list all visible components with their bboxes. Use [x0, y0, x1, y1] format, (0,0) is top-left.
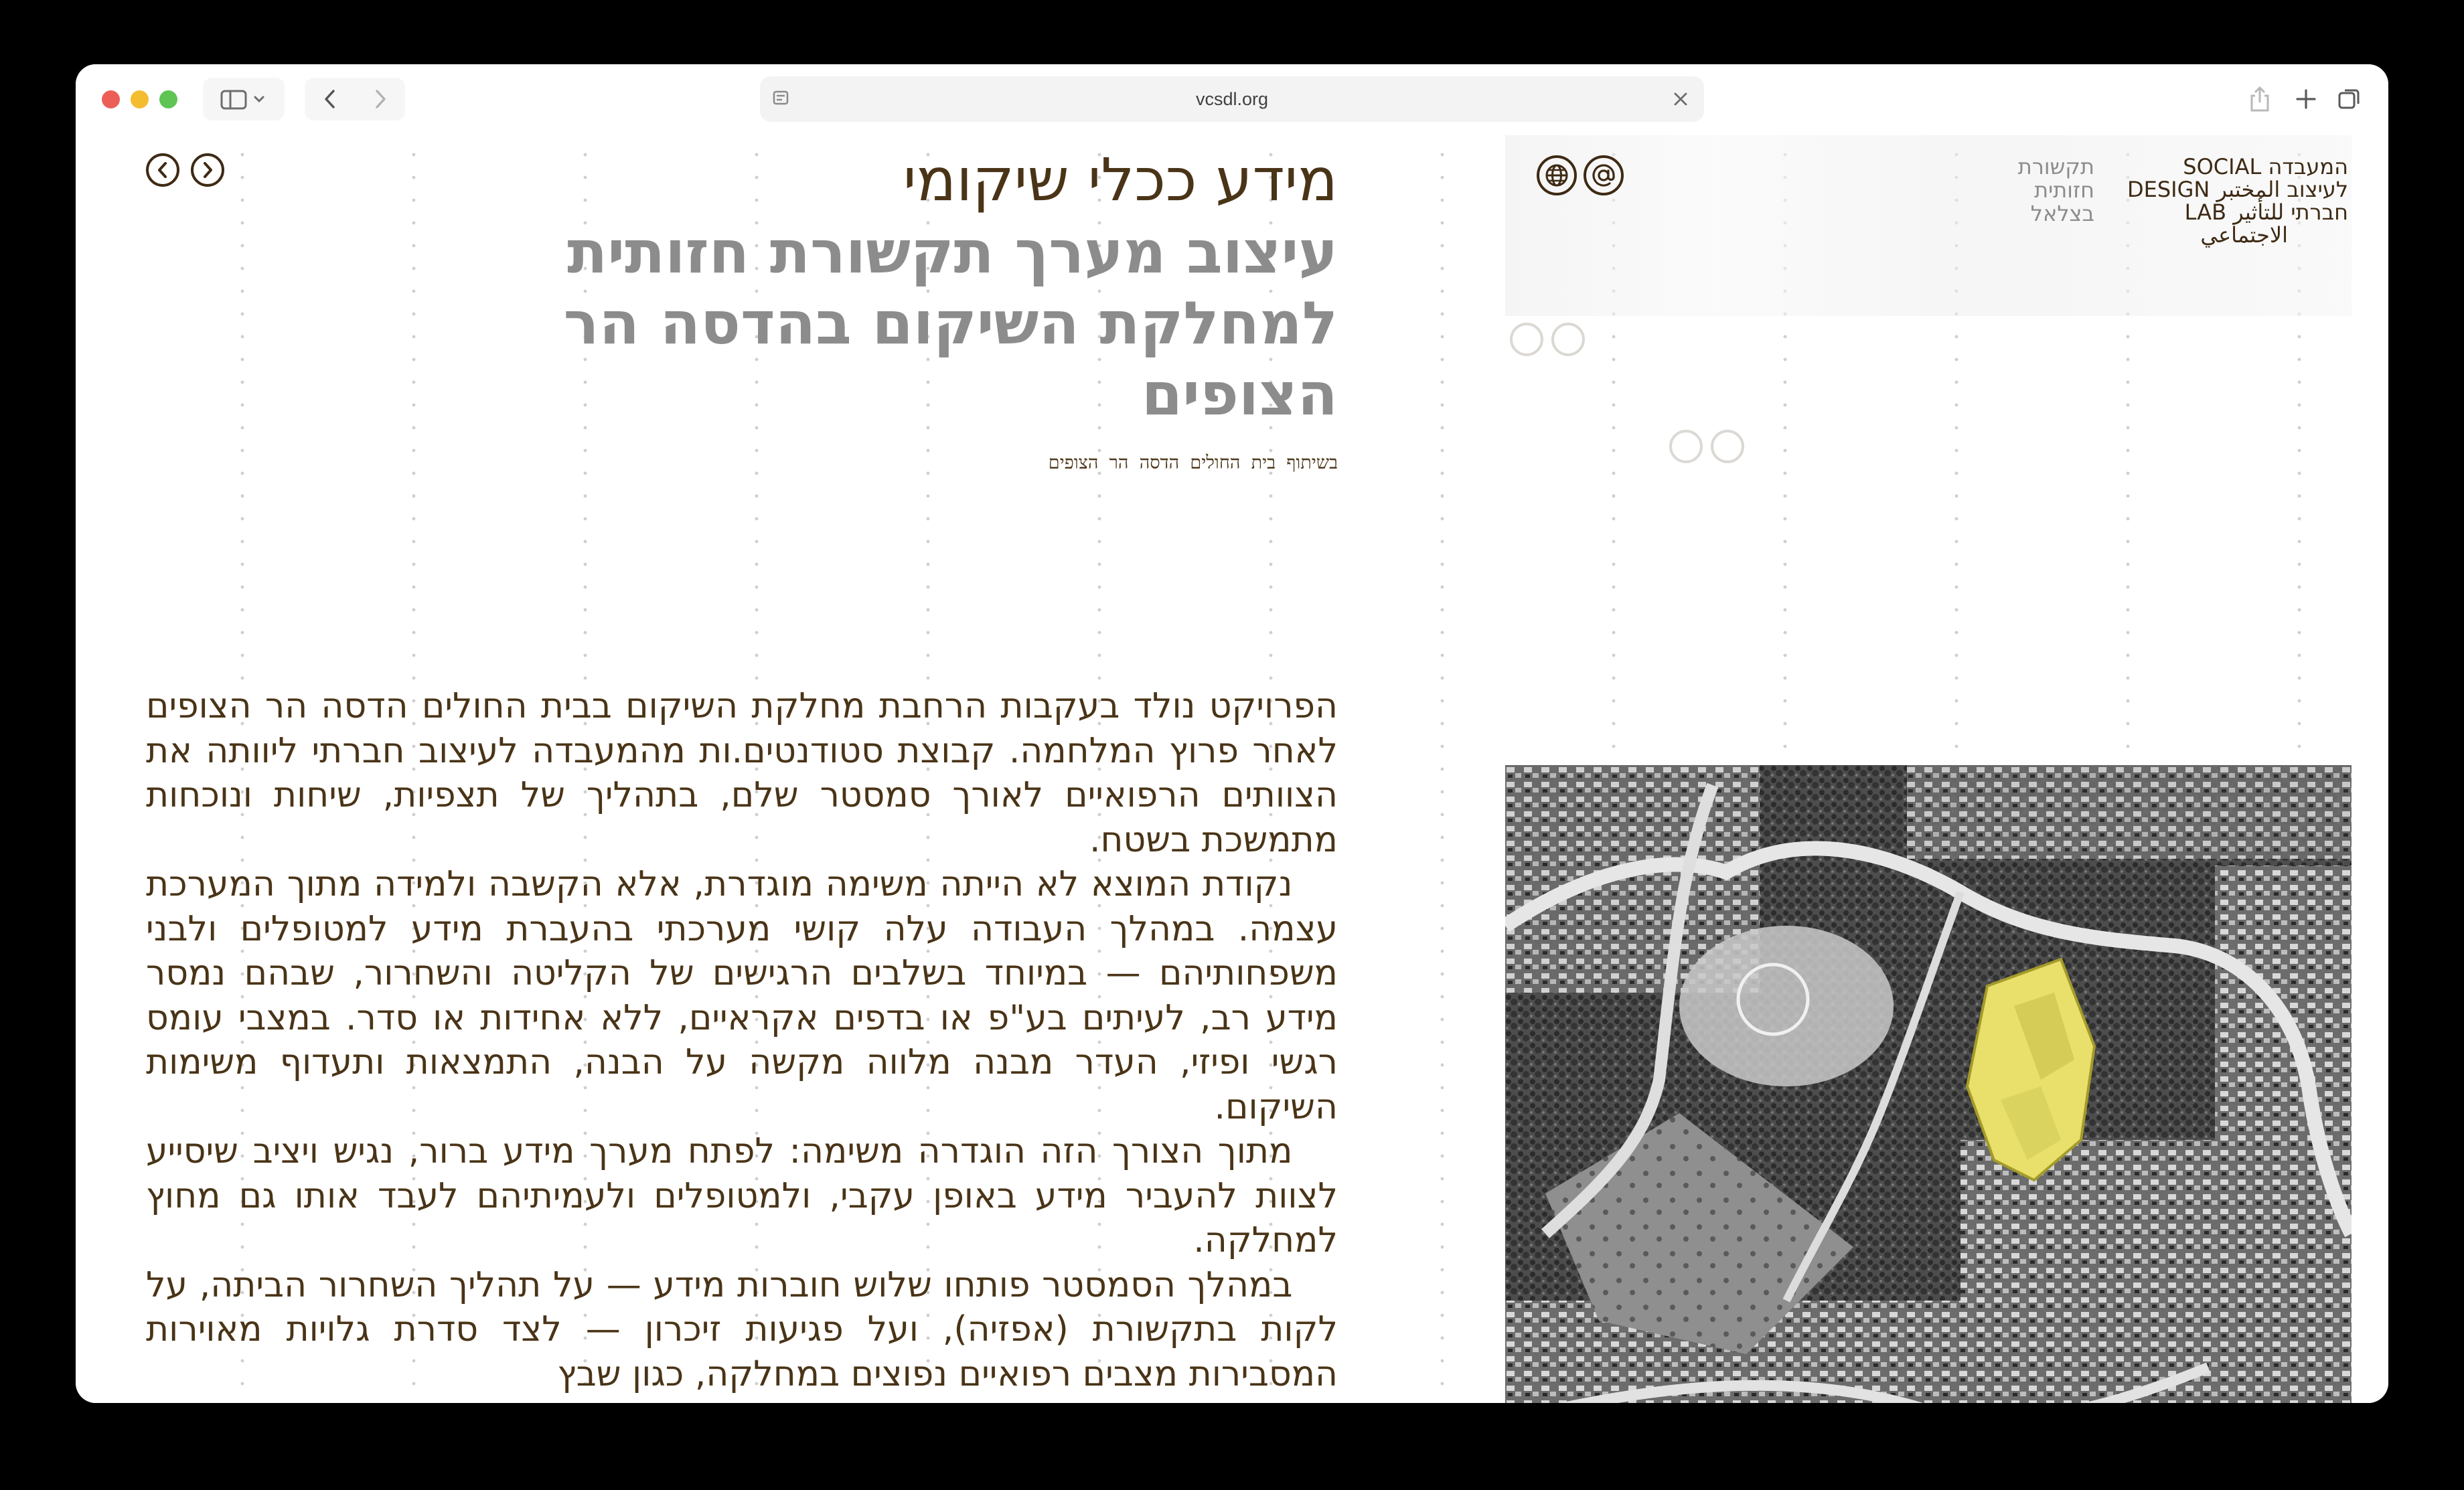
browser-window — [76, 64, 2388, 1403]
faded-icon-pair — [1510, 323, 1585, 356]
project-description — [146, 684, 1338, 1396]
title-bar — [76, 64, 2388, 135]
new-tab-button[interactable] — [2287, 79, 2325, 119]
department-line: בצלאל — [2030, 201, 2094, 226]
share-icon — [2248, 86, 2271, 112]
history-nav — [305, 78, 405, 120]
close-window-button[interactable] — [102, 90, 120, 108]
description-paragraph: מתוך הצורך הזה הוגדרה משימה: לפתח מערך מידע ברור, נגיש ויציב שיסייע לצוות להעביר מידע באופן עקבי, ולמטופלים ולעמיתיהם לעבד אותו גם מחוץ למחלקה. — [146, 1131, 1338, 1260]
lab-name-line: الاجتماعي — [2200, 222, 2288, 248]
minimize-window-button[interactable] — [131, 90, 149, 108]
language-button[interactable] — [1537, 155, 1577, 195]
project-title: מידע ככלי שיקומי — [903, 145, 1338, 214]
chevron-right-icon — [374, 89, 387, 109]
sidebar-icon — [220, 88, 267, 110]
lab-name-line: לעיצוב المختبر DESIGN — [2127, 177, 2348, 202]
back-button[interactable] — [305, 78, 355, 120]
lab-logo-link[interactable] — [2000, 155, 2348, 246]
department-line: חזותית — [2034, 177, 2094, 203]
address-bar[interactable] — [760, 76, 1704, 122]
chevron-right-icon — [201, 161, 214, 179]
project-subtitle: עיצוב מערך תקשורת חזותית למחלקת השיקום בהדסה הר הצופים — [563, 218, 1338, 428]
forward-button[interactable] — [355, 78, 405, 120]
contact-button[interactable] — [1584, 155, 1624, 195]
prev-project-button[interactable] — [146, 153, 179, 187]
header-icon-buttons — [1537, 155, 1624, 195]
aerial-photo — [1505, 765, 2352, 1403]
aerial-map-graphic — [1505, 765, 2352, 1403]
lab-name-line: חברתי للتأثير LAB — [2184, 199, 2348, 225]
page-settings-icon[interactable] — [772, 90, 789, 108]
lab-name-line: המעבדה SOCIAL — [2183, 154, 2348, 179]
at-sign-icon — [1590, 162, 1617, 189]
department-line: תקשורת — [2017, 154, 2094, 179]
description-paragraph: במהלך הסמסטר פותחו שלוש חוברות מידע — על תהליך השחרור הביתה, על לקות בתקשורת (אפזיה), ועל פגיעות זיכרון — לצד סדרת גלויות מאוירות המסבירות מצבים רפואיים נפוצים במחלקה, כגון שבץ — [146, 1264, 1338, 1394]
tab-overview-button[interactable] — [2331, 79, 2368, 119]
description-paragraph: הפרויקט נולד בעקבות הרחבת מחלקת השיקום בבית החולים הדסה הר הצופים לאחר פרוץ המלחמה. קבוצת סטודנטים.ות מהמעבדה לעיצוב חברתי ליוותה את הצוותים הרפואיים לאורך סמסטר שלם, בתהליך של תצפיות, שיחות ונוכחות מתמשכת בשטח. — [146, 686, 1338, 860]
next-project-button[interactable] — [191, 153, 224, 187]
page-content — [76, 135, 2388, 1403]
plus-icon — [2295, 88, 2317, 110]
description-paragraph: נקודת המוצא לא הייתה משימה מוגדרת, אלא הקשבה ולמידה מתוך המערכת עצמה. במהלך העבודה עלה קושי מערכתי בהעברת מידע למטופלים ולבני משפחותיהם — במיוחד בשלבים הרגישים של הקליטה והשחרור, שבהם נמסר מידע רב, לעיתים בע"פ או בדפים אקראיים, ללא אחידות או סדר. במצבי עומס רגשי ופיזי, העדר מבנה מלווה מקשה על הבנה, התמצאות ותעדוף משימות השיקום. — [146, 864, 1338, 1127]
url-text: vcsdl.org — [1195, 88, 1269, 109]
chevron-left-icon — [323, 89, 337, 109]
sidebar-toggle-button[interactable] — [203, 78, 285, 120]
chevron-left-icon — [156, 161, 169, 179]
zoom-window-button[interactable] — [159, 90, 177, 108]
globe-icon — [1543, 162, 1570, 189]
share-button[interactable] — [2241, 79, 2279, 119]
faded-icon-pair — [1669, 430, 1744, 463]
close-icon[interactable] — [1672, 90, 1689, 108]
partner-credit: בשיתוף בית החולים הדסה הר הצופים — [1048, 452, 1338, 473]
tabs-icon — [2337, 86, 2362, 112]
